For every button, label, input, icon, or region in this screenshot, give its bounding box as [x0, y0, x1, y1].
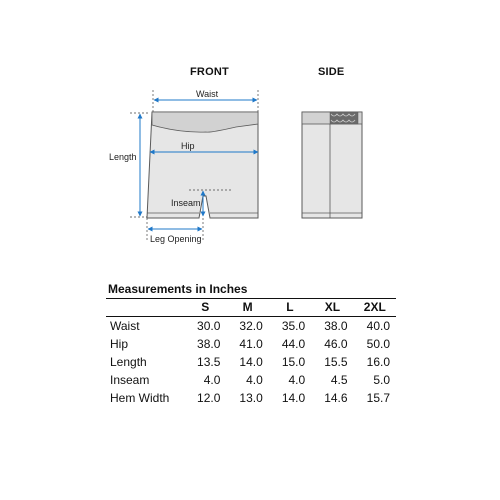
cell-value: 40.0: [366, 319, 390, 333]
header-size: 2XL: [354, 299, 396, 317]
row-label: Hem Width: [110, 391, 170, 405]
waist-measurement: [153, 89, 258, 112]
waist-label: Waist: [196, 89, 219, 99]
cell-value: 4.0: [246, 373, 263, 387]
side-shorts-illustration: [302, 112, 362, 218]
table-row: [106, 317, 396, 336]
table-row: [106, 389, 396, 407]
header-blank: [106, 299, 184, 317]
length-label: Length: [109, 152, 137, 162]
cell-value: 13.5: [197, 355, 221, 369]
hip-label: Hip: [181, 141, 195, 151]
cell-value: 14.6: [324, 391, 348, 405]
row-label: Length: [110, 355, 147, 369]
cell-value: 4.5: [330, 373, 348, 387]
cell-value: 13.0: [239, 391, 263, 405]
cell-value: 38.0: [324, 319, 348, 333]
table-row: [106, 353, 396, 371]
measurements-table: [106, 298, 396, 407]
cell-value: 44.0: [281, 337, 306, 351]
header-size: M: [226, 299, 268, 317]
measurements-table-section: [106, 282, 396, 407]
front-view-title: FRONT: [190, 66, 229, 78]
header-size: L: [269, 299, 311, 317]
cell-value: 30.0: [197, 319, 221, 333]
row-label: Inseam: [110, 373, 150, 387]
leg-opening-measurement: [147, 218, 203, 244]
side-view-title: SIDE: [318, 66, 345, 78]
length-measurement: [109, 113, 150, 217]
row-label: Waist: [110, 319, 140, 333]
cell-value: 15.0: [281, 355, 306, 369]
inseam-label: Inseam: [171, 198, 201, 208]
row-label: Hip: [110, 337, 129, 351]
table-row: [106, 335, 396, 353]
cell-value: 4.0: [203, 373, 221, 387]
table-header-row: [106, 299, 396, 317]
cell-value: 35.0: [281, 319, 306, 333]
cell-value: 16.0: [366, 355, 390, 369]
cell-value: 4.0: [288, 373, 306, 387]
cell-value: 41.0: [239, 337, 263, 351]
cell-value: 15.5: [324, 355, 348, 369]
cell-value: 32.0: [239, 319, 263, 333]
cell-value: 5.0: [373, 373, 390, 387]
cell-value: 14.0: [239, 355, 263, 369]
leg-opening-label: Leg Opening: [150, 234, 202, 244]
cell-value: 15.7: [366, 391, 390, 405]
cell-value: 50.0: [366, 337, 390, 351]
header-size: S: [184, 299, 226, 317]
cell-value: 14.0: [281, 391, 306, 405]
table-title: Measurements in Inches: [108, 282, 248, 296]
cell-value: 46.0: [324, 337, 348, 351]
cell-value: 12.0: [197, 391, 221, 405]
cell-value: 38.0: [197, 337, 221, 351]
header-size: XL: [311, 299, 353, 317]
table-row: [106, 371, 396, 389]
